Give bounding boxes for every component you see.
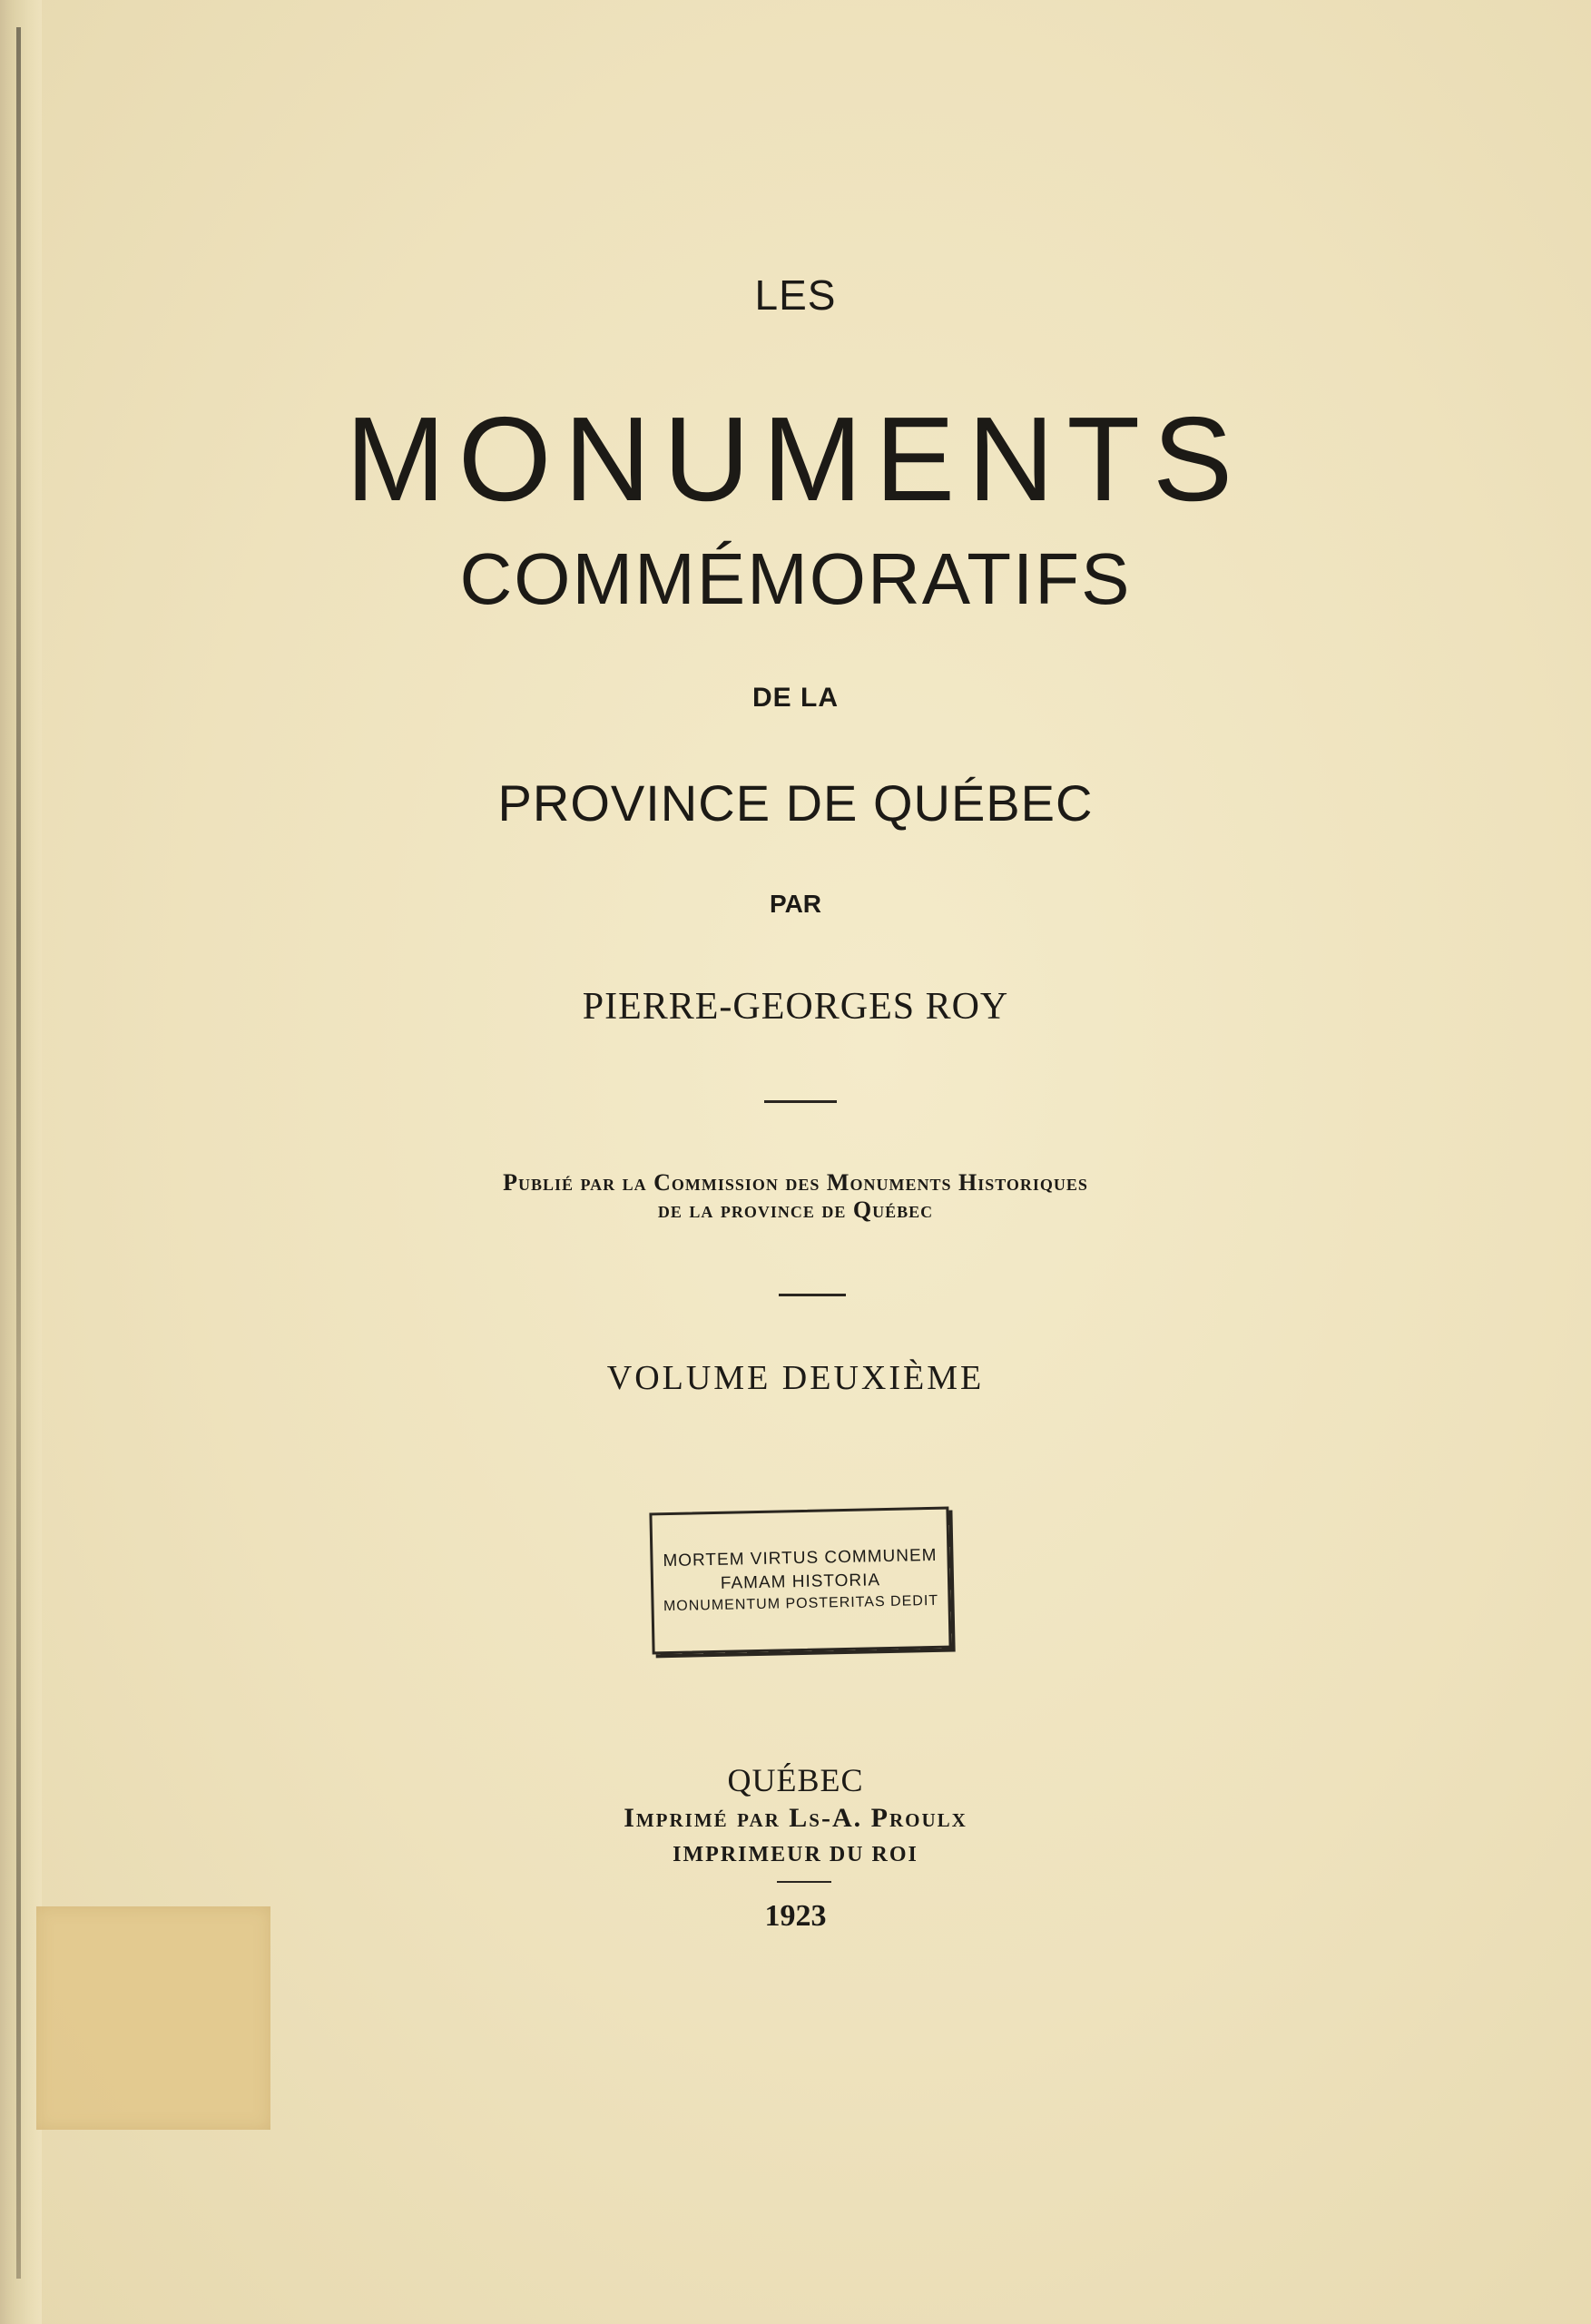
title-province: PROVINCE DE QUÉBEC xyxy=(497,774,1094,832)
divider-rule-1 xyxy=(764,1100,837,1103)
plaque-line-3: MONUMENTUM POSTERITAS DEDIT xyxy=(663,1592,939,1615)
author-name: PIERRE-GEORGES ROY xyxy=(582,986,1009,1028)
printer-device-plaque xyxy=(649,1507,951,1655)
title-commemoratifs: COMMÉMORATIFS xyxy=(459,538,1132,619)
plaque-line-2: FAMAM HISTORIA xyxy=(720,1571,881,1593)
binding-stitch-line xyxy=(16,27,21,2279)
plaque-line-1: MORTEM VIRTUS COMMUNEM xyxy=(663,1545,938,1571)
publisher-line-1: Publié par la Commission des Monuments Historiques xyxy=(503,1169,1088,1196)
divider-rule-2 xyxy=(779,1294,846,1296)
imprint-city: QUÉBEC xyxy=(727,1762,864,1798)
volume-label: VOLUME DEUXIÈME xyxy=(606,1359,985,1397)
divider-rule-3 xyxy=(777,1881,831,1883)
byline-par: PAR xyxy=(769,890,822,918)
title-les: LES xyxy=(754,271,837,319)
publisher-line-2: de la province de Québec xyxy=(657,1196,934,1223)
title-monuments: MONUMENTS xyxy=(345,392,1246,526)
imprint-printer-title: IMPRIMEUR DU ROI xyxy=(673,1843,918,1866)
publication-year: 1923 xyxy=(764,1899,827,1933)
library-label-sticker xyxy=(36,1906,270,2130)
imprint-printer: Imprimé par Ls-A. Proulx xyxy=(624,1803,967,1833)
title-de-la: DE LA xyxy=(752,683,839,713)
